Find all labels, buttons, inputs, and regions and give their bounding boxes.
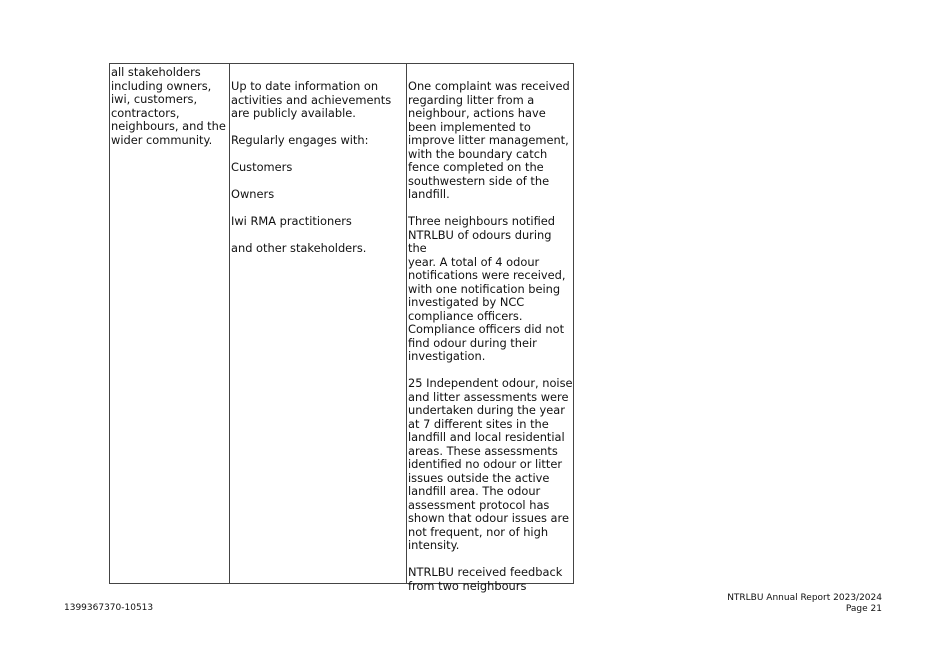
- outcome-paragraph: 25 Independent odour, noise and litter assessments were undertaken during the year at 7 different sites in the landfill and local residential areas. These assessments identified no odour or litter issues outside the active landfill area. The odour assessment protocol has shown that odour issues are not frequent, nor of high intensity.: [408, 376, 573, 552]
- document-id: 1399367370-10513: [64, 603, 154, 613]
- engagement-column: [230, 64, 407, 583]
- stakeholders-column: [110, 64, 230, 583]
- engagement-paragraph: Up to date information on activities and achievements are publicly available.: [231, 79, 392, 120]
- stakeholders-cell: all stakeholders including owners, iwi, customers, contractors, neighbours, and the wider community.: [111, 65, 226, 147]
- outcomes-column: [407, 64, 573, 593]
- engagement-paragraph: Owners: [231, 187, 275, 201]
- engagement-paragraph: Regularly engages with:: [231, 133, 369, 147]
- engagement-paragraph: Customers: [231, 160, 293, 174]
- report-title: NTRLBU Annual Report 2023/2024: [727, 593, 882, 603]
- stakeholder-engagement-table: [109, 63, 574, 593]
- page-footer: [727, 593, 882, 615]
- outcome-paragraph: NTRLBU received feedback from two neighbours: [408, 565, 563, 593]
- outcome-paragraph: Three neighbours notified NTRLBU of odours during the year. A total of 4 odour notifications were received, with one notification being investigated by NCC compliance officers. Compliance officers did not find odour during their investigation.: [408, 214, 566, 363]
- page-number: Page 21: [845, 604, 882, 614]
- engagement-paragraph: Iwi RMA practitioners: [231, 214, 352, 228]
- outcome-paragraph: One complaint was received regarding litter from a neighbour, actions have been implemented to improve litter management, with the boundary catch fence completed on the southwestern side of the landfill.: [408, 79, 570, 201]
- engagement-paragraph: and other stakeholders.: [231, 241, 367, 255]
